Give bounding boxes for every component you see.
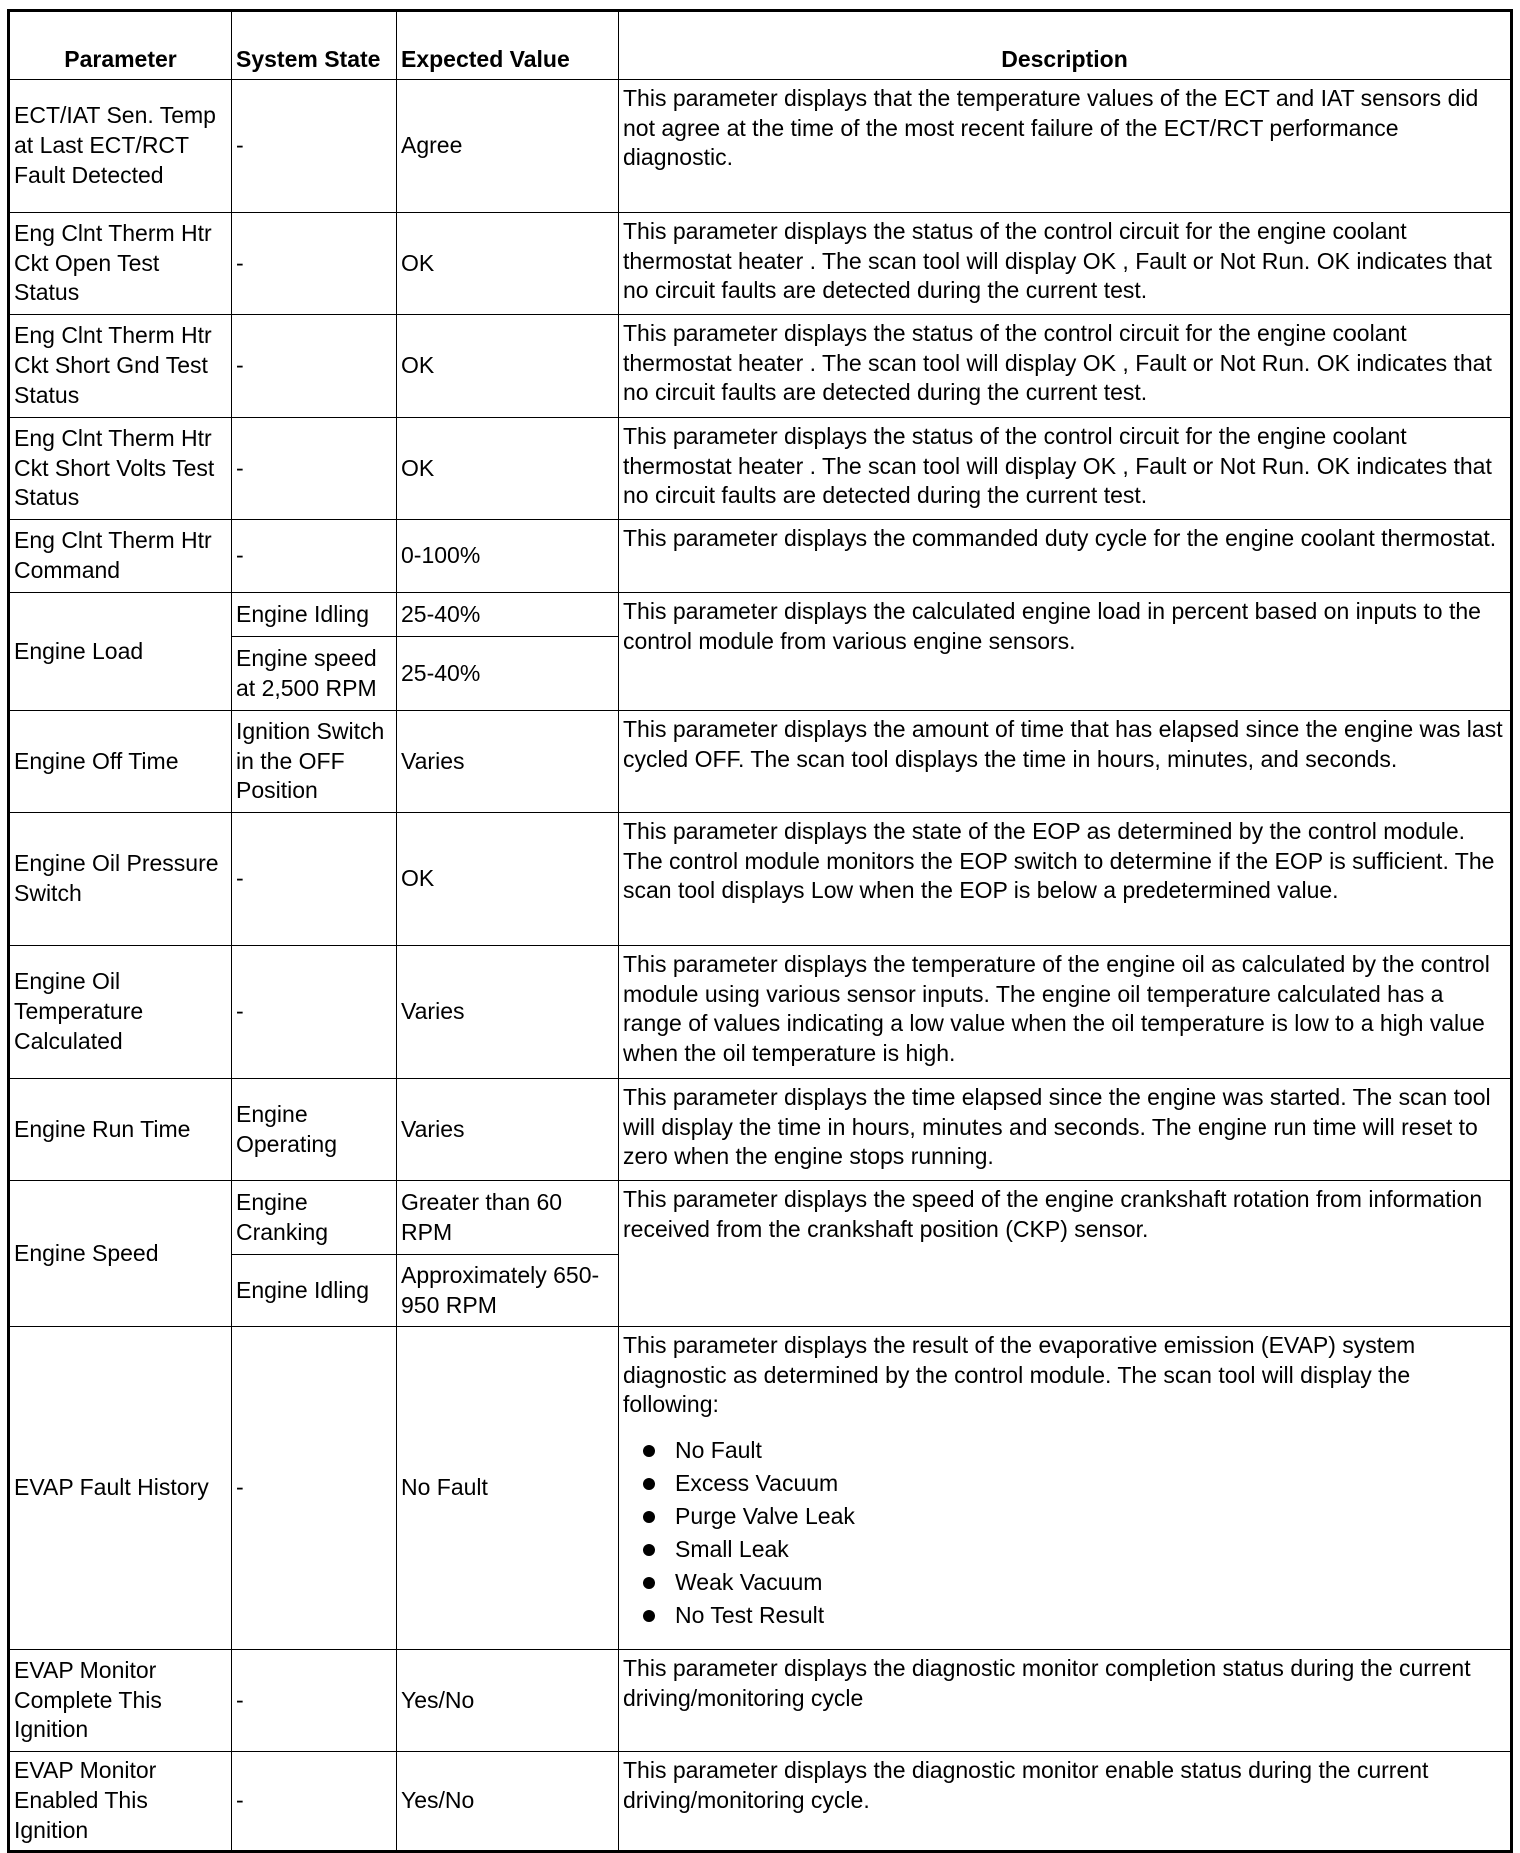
bullet-item bbox=[623, 1500, 1506, 1533]
description-cell bbox=[619, 418, 1512, 520]
expected-value-cell: Yes/No bbox=[397, 1752, 619, 1852]
bullet-icon bbox=[643, 1445, 655, 1457]
parameter-cell: ECT/IAT Sen. Temp at Last ECT/RCT Fault Detected bbox=[9, 80, 232, 213]
expected-value-cell: OK bbox=[397, 315, 619, 418]
header-parameter: Parameter bbox=[9, 11, 232, 80]
table-row bbox=[9, 593, 1512, 637]
description-cell bbox=[619, 1181, 1512, 1327]
system-state-cell: Engine Cranking bbox=[232, 1181, 397, 1255]
table-row bbox=[9, 813, 1512, 946]
expected-value-cell: No Fault bbox=[397, 1327, 619, 1650]
system-state-cell: Ignition Switch in the OFF Position bbox=[232, 711, 397, 813]
system-state-cell: - bbox=[232, 80, 397, 213]
bullet-text: No Test Result bbox=[675, 1602, 825, 1629]
table-row bbox=[9, 711, 1512, 813]
table-row bbox=[9, 520, 1512, 593]
bullet-icon bbox=[643, 1544, 655, 1556]
parameter-cell: EVAP Monitor Enabled This Ignition bbox=[9, 1752, 232, 1852]
table-row bbox=[9, 1327, 1512, 1650]
description-text: This parameter displays the result of the evaporative emission (EVAP) system diagnostic as determined by the control module. The scan tool will display the following: bbox=[623, 1332, 1416, 1418]
parameter-cell: EVAP Monitor Complete This Ignition bbox=[9, 1650, 232, 1752]
expected-value-cell: OK bbox=[397, 418, 619, 520]
parameter-cell: Eng Clnt Therm Htr Ckt Open Test Status bbox=[9, 213, 232, 315]
parameter-cell: EVAP Fault History bbox=[9, 1327, 232, 1650]
table-row bbox=[9, 1752, 1512, 1852]
system-state-cell: - bbox=[232, 1752, 397, 1852]
description-text: This parameter displays the calculated engine load in percent based on inputs to the control module from various engine sensors. bbox=[623, 598, 1481, 654]
description-cell bbox=[619, 520, 1512, 593]
bullet-item bbox=[623, 1566, 1506, 1599]
system-state-cell: - bbox=[232, 813, 397, 946]
table-row bbox=[9, 1181, 1512, 1255]
description-text: This parameter displays that the temperature values of the ECT and IAT sensors did not agree at the time of the most recent failure of the ECT/RCT performance diagnostic. bbox=[623, 85, 1479, 171]
description-cell bbox=[619, 213, 1512, 315]
parameter-table bbox=[7, 9, 1513, 1853]
table-row bbox=[9, 315, 1512, 418]
system-state-cell: - bbox=[232, 520, 397, 593]
description-text: This parameter displays the diagnostic monitor enable status during the current driving/monitoring cycle. bbox=[623, 1757, 1429, 1813]
description-text: This parameter displays the time elapsed since the engine was started. The scan tool will display the time in hours, minutes and seconds. The engine run time will reset to zero when the engine stops running. bbox=[623, 1084, 1491, 1170]
description-text: This parameter displays the commanded duty cycle for the engine coolant thermostat. bbox=[623, 525, 1497, 551]
expected-value-cell: Approximately 650-950 RPM bbox=[397, 1255, 619, 1327]
description-cell bbox=[619, 593, 1512, 711]
system-state-cell: Engine speed at 2,500 RPM bbox=[232, 637, 397, 711]
expected-value-cell: 25-40% bbox=[397, 637, 619, 711]
description-cell bbox=[619, 1079, 1512, 1181]
description-cell bbox=[619, 1650, 1512, 1752]
system-state-cell: Engine Operating bbox=[232, 1079, 397, 1181]
description-text: This parameter displays the status of the control circuit for the engine coolant thermostat heater . The scan tool will display OK , Fault or Not Run. OK indicates that no circuit faults are detected during the current test. bbox=[623, 423, 1492, 509]
bullet-item bbox=[623, 1467, 1506, 1500]
bullet-icon bbox=[643, 1577, 655, 1589]
bullet-item bbox=[623, 1599, 1506, 1632]
table-row bbox=[9, 1079, 1512, 1181]
system-state-cell: Engine Idling bbox=[232, 1255, 397, 1327]
system-state-cell: - bbox=[232, 946, 397, 1079]
parameter-cell: Engine Speed bbox=[9, 1181, 232, 1327]
bullet-icon bbox=[643, 1511, 655, 1523]
parameter-cell: Engine Load bbox=[9, 593, 232, 711]
table-row bbox=[9, 213, 1512, 315]
parameter-cell: Engine Run Time bbox=[9, 1079, 232, 1181]
description-text: This parameter displays the state of the EOP as determined by the control module. The control module monitors the EOP switch to determine if the EOP is sufficient. The scan tool displays Low when the EOP is below a predetermined value. bbox=[623, 818, 1495, 904]
description-text: This parameter displays the temperature of the engine oil as calculated by the control module using various sensor inputs. The engine oil temperature calculated has a range of values indicating a low value when the oil temperature is low to a high value when the oil temperature is high. bbox=[623, 951, 1490, 1067]
bullet-item bbox=[623, 1434, 1506, 1467]
header-expected-value: Expected Value bbox=[397, 11, 619, 80]
system-state-cell: Engine Idling bbox=[232, 593, 397, 637]
expected-value-cell: OK bbox=[397, 813, 619, 946]
system-state-cell: - bbox=[232, 315, 397, 418]
table-row bbox=[9, 1650, 1512, 1752]
system-state-cell: - bbox=[232, 213, 397, 315]
bullet-text: Excess Vacuum bbox=[675, 1470, 839, 1497]
expected-value-cell: 25-40% bbox=[397, 593, 619, 637]
bullet-text: No Fault bbox=[675, 1437, 762, 1464]
bullet-item bbox=[623, 1533, 1506, 1566]
parameter-cell: Engine Oil Temperature Calculated bbox=[9, 946, 232, 1079]
description-text: This parameter displays the speed of the engine crankshaft rotation from information received from the crankshaft position (CKP) sensor. bbox=[623, 1186, 1483, 1242]
bullet-text: Small Leak bbox=[675, 1536, 789, 1563]
table-row bbox=[9, 80, 1512, 213]
expected-value-cell: Agree bbox=[397, 80, 619, 213]
parameter-cell: Eng Clnt Therm Htr Ckt Short Gnd Test Status bbox=[9, 315, 232, 418]
system-state-cell: - bbox=[232, 418, 397, 520]
table-row bbox=[9, 946, 1512, 1079]
header-row bbox=[9, 11, 1512, 80]
bullet-icon bbox=[643, 1478, 655, 1490]
description-text: This parameter displays the amount of time that has elapsed since the engine was last cycled OFF. The scan tool displays the time in hours, minutes, and seconds. bbox=[623, 716, 1503, 772]
header-description: Description bbox=[619, 11, 1512, 80]
description-cell bbox=[619, 813, 1512, 946]
description-cell bbox=[619, 711, 1512, 813]
header-system-state: System State bbox=[232, 11, 397, 80]
description-cell bbox=[619, 315, 1512, 418]
system-state-cell: - bbox=[232, 1327, 397, 1650]
description-cell bbox=[619, 80, 1512, 213]
parameter-cell: Eng Clnt Therm Htr Ckt Short Volts Test Status bbox=[9, 418, 232, 520]
expected-value-cell: Varies bbox=[397, 711, 619, 813]
description-text: This parameter displays the status of the control circuit for the engine coolant thermostat heater . The scan tool will display OK , Fault or Not Run. OK indicates that no circuit faults are detected during the current test. bbox=[623, 320, 1492, 406]
parameter-cell: Eng Clnt Therm Htr Command bbox=[9, 520, 232, 593]
expected-value-cell: 0-100% bbox=[397, 520, 619, 593]
expected-value-cell: OK bbox=[397, 213, 619, 315]
system-state-cell: - bbox=[232, 1650, 397, 1752]
description-cell bbox=[619, 1752, 1512, 1852]
parameter-cell: Engine Oil Pressure Switch bbox=[9, 813, 232, 946]
bullet-text: Purge Valve Leak bbox=[675, 1503, 855, 1530]
expected-value-cell: Varies bbox=[397, 946, 619, 1079]
description-text: This parameter displays the diagnostic monitor completion status during the current driving/monitoring cycle bbox=[623, 1655, 1471, 1711]
bullet-text: Weak Vacuum bbox=[675, 1569, 823, 1596]
description-text: This parameter displays the status of the control circuit for the engine coolant thermostat heater . The scan tool will display OK , Fault or Not Run. OK indicates that no circuit faults are detected during the current test. bbox=[623, 218, 1492, 304]
parameter-cell: Engine Off Time bbox=[9, 711, 232, 813]
description-cell bbox=[619, 946, 1512, 1079]
bullet-icon bbox=[643, 1610, 655, 1622]
table-row bbox=[9, 418, 1512, 520]
expected-value-cell: Greater than 60 RPM bbox=[397, 1181, 619, 1255]
description-cell bbox=[619, 1327, 1512, 1650]
expected-value-cell: Varies bbox=[397, 1079, 619, 1181]
expected-value-cell: Yes/No bbox=[397, 1650, 619, 1752]
bullet-list bbox=[623, 1434, 1506, 1632]
